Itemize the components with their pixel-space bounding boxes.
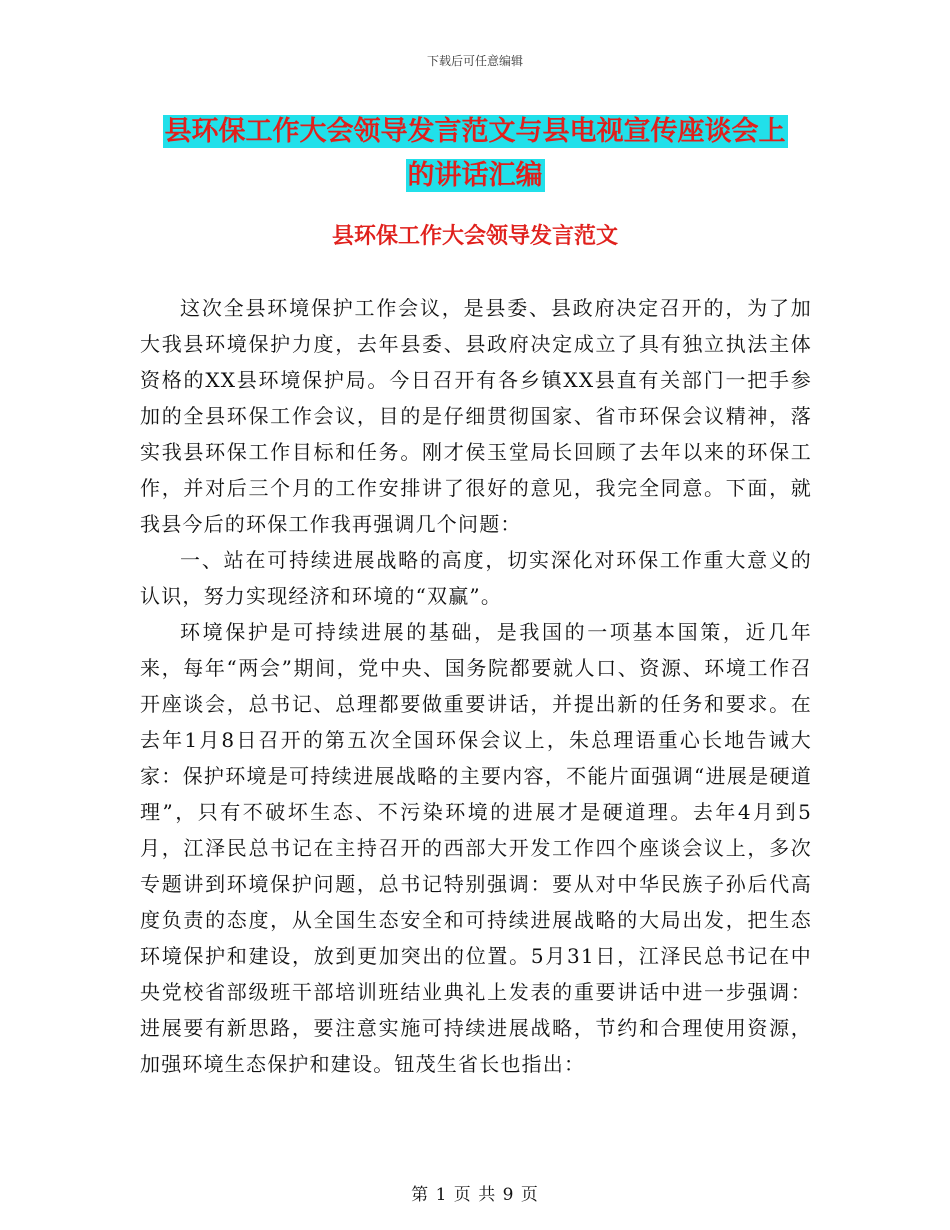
document-title-line1: 县环保工作大会领导发言范文与县电视宣传座谈会上 — [164, 116, 786, 147]
document-title-line2: 的讲话汇编 — [407, 160, 543, 191]
paragraph: 这次全县环境保护工作会议，是县委、县政府决定召开的，为了加大我县环境保护力度，去年县委、县政府决定成立了具有独立执法主体资格的XX县环境保护局。今日召开有各乡镇XX县直有关部门一把手参加的全县环保工作会议，目的是仔细贯彻国家、省市环保会议精神，落实我县环保工作目标和任务。刚才侯玉堂局长回顾了去年以来的环保工作，并对后三个月的工作安排讲了很好的意见，我完全同意。下面，就我县今后的环保工作我再强调几个问题： — [140, 296, 812, 536]
page-header-note: 下载后可任意编辑 — [426, 54, 523, 68]
document-body — [140, 290, 812, 1082]
paragraph: 一、站在可持续进展战略的高度，切实深化对环保工作重大意义的认识，努力实现经济和环境的“双赢”。 — [140, 548, 812, 608]
section-title: 县环保工作大会领导发言范文 — [331, 224, 618, 249]
page-number: 第 1 页 共 9 页 — [411, 1185, 539, 1205]
paragraph: 环境保护是可持续进展的基础，是我国的一项基本国策，近几年来，每年“两会”期间，党中央、国务院都要就人口、资源、环境工作召开座谈会，总书记、总理都要做重要讲话，并提出新的任务和要求。在去年1月8日召开的第五次全国环保会议上，朱总理语重心长地告诫大家：保护环境是可持续进展战略的主要内容，不能片面强调“进展是硬道理”，只有不破坏生态、不污染环境的进展才是硬道理。去年4月到5月，江泽民总书记在主持召开的西部大开发工作四个座谈会议上，多次专题讲到环境保护问题，总书记特别强调：要从对中华民族子孙后代高度负责的态度，从全国生态安全和可持续进展战略的大局出发，把生态环境保护和建设，放到更加突出的位置。5月31日，江泽民总书记在中央党校省部级班干部培训班结业典礼上发表的重要讲话中进一步强调：进展要有新思路，要注意实施可持续进展战略，节约和合理使用资源，加强环境生态保护和建设。钮茂生省长也指出： — [140, 620, 812, 1076]
document-title — [140, 110, 810, 198]
